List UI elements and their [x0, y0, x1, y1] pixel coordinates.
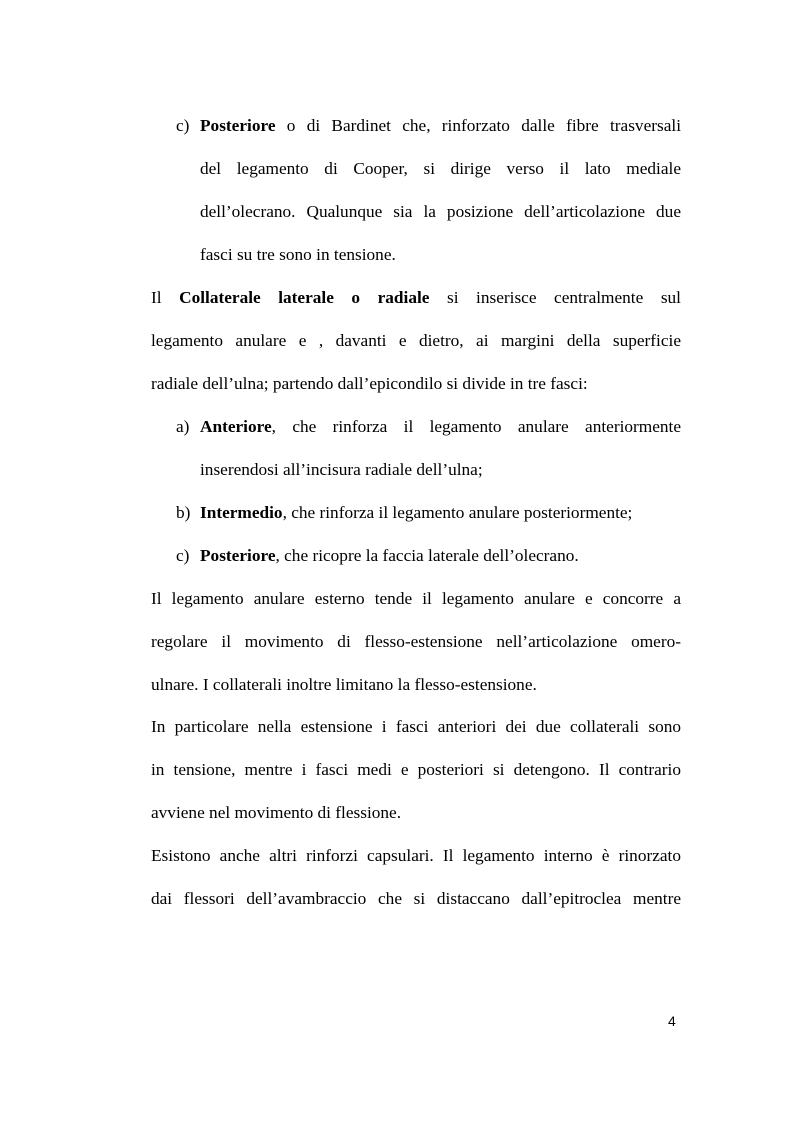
list-marker: c) [176, 116, 190, 135]
paragraph-line: ulnare. I collaterali inoltre limitano la flesso-estensione. [151, 675, 537, 694]
list-item-line: Posteriore o di Bardinet che, rinforzato dalle fibre trasversali [200, 116, 681, 135]
paragraph-line: Il legamento anulare esterno tende il legamento anulare e concorre a [151, 589, 681, 608]
paragraph-line: radiale dell’ulna; partendo dall’epicondilo si divide in tre fasci: [151, 374, 588, 393]
paragraph-line: Esistono anche altri rinforzi capsulari. Il legamento interno è rinorzato [151, 846, 681, 865]
term-intermedio: Intermedio [200, 503, 283, 522]
paragraph-line: avviene nel movimento di flessione. [151, 803, 402, 822]
paragraph-line: in tensione, mentre i fasci medi e posteriori si detengono. Il contrario [151, 760, 681, 779]
list-marker: c) [176, 546, 190, 565]
term-posteriore: Posteriore [200, 116, 276, 135]
page-number: 4 [668, 1013, 676, 1029]
paragraph-line: In particolare nella estensione i fasci anteriori dei due collaterali sono [151, 717, 681, 736]
list-marker: b) [176, 503, 191, 522]
list-item-line: Posteriore, che ricopre la faccia laterale dell’olecrano. [200, 546, 579, 565]
list-item-line: Anteriore, che rinforza il legamento anulare anteriormente [200, 417, 681, 436]
term-collaterale: Collaterale laterale o radiale [179, 288, 430, 307]
list-marker: a) [176, 417, 190, 436]
list-item-line: Intermedio, che rinforza il legamento anulare posteriormente; [200, 503, 633, 522]
term-anteriore: Anteriore [200, 417, 272, 436]
paragraph-line: legamento anulare e , davanti e dietro, ai margini della superficie [151, 331, 681, 350]
paragraph-line: Il Collaterale laterale o radiale si inserisce centralmente sul [151, 288, 681, 307]
term-posteriore: Posteriore [200, 546, 276, 565]
paragraph-line: regolare il movimento di flesso-estensione nell’articolazione omero- [151, 632, 681, 651]
paragraph-line: dai flessori dell’avambraccio che si distaccano dall’epitroclea mentre [151, 889, 681, 908]
list-item-line: inserendosi all’incisura radiale dell’ulna; [200, 460, 483, 479]
list-item-line: dell’olecrano. Qualunque sia la posizione dell’articolazione due [200, 202, 681, 221]
list-item-line: del legamento di Cooper, si dirige verso il lato mediale [200, 159, 681, 178]
list-item-line: fasci su tre sono in tensione. [200, 245, 396, 264]
